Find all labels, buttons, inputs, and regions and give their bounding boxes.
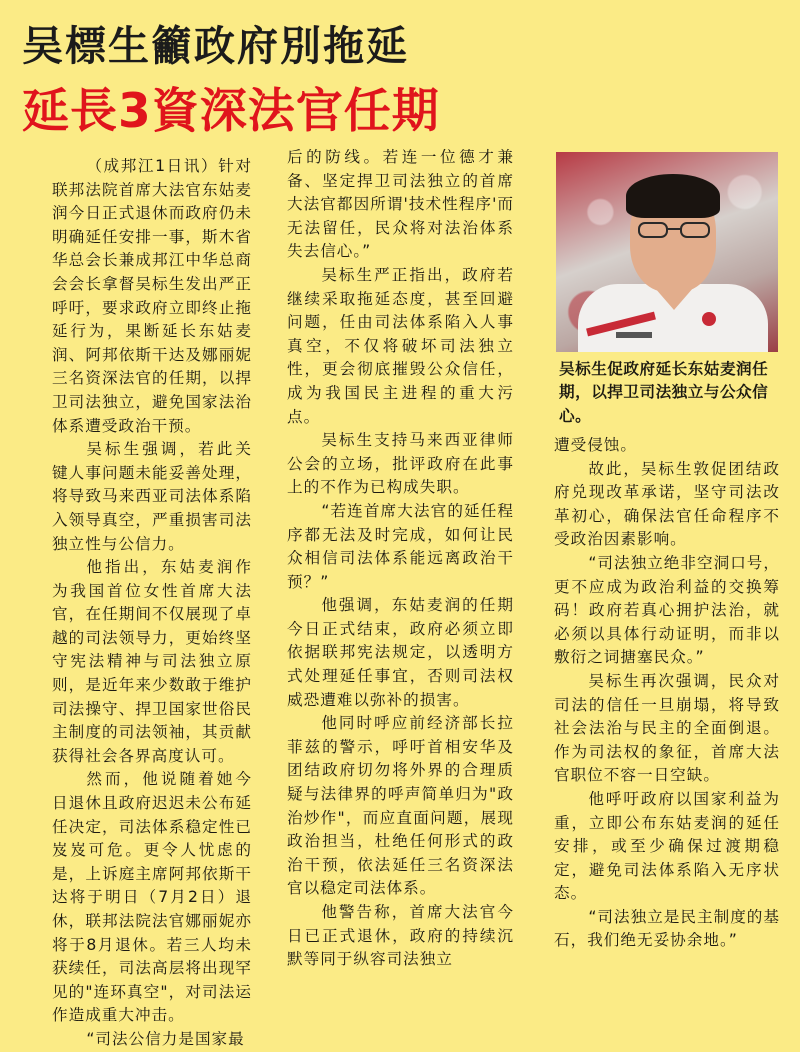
paragraph: “司法独立是民主制度的基石，我们绝无妥协余地。” — [554, 907, 780, 950]
paragraph: 吴标生再次强调，民众对司法的信任一旦崩塌，将导致社会法治与民主的全面倒退。作为司法权的象征，首席大法官职位不容一日空缺。 — [554, 671, 780, 785]
glasses-icon — [636, 220, 712, 240]
paragraph: “司法公信力是国家最 — [86, 1029, 245, 1048]
paragraph: “若连首席大法官的延任程序都无法及时完成，如何让民众相信司法体系能远离政治干预？” — [287, 501, 514, 591]
headline: 吴標生籲政府別拖延 — [22, 22, 409, 70]
paragraph: 吴标生支持马来西亚律师公会的立场，批评政府在此事上的不作为已构成失职。 — [287, 431, 514, 497]
paragraph: 他警告称，首席大法官今日已正式退休，政府的持续沉默等同于纵容司法独立 — [287, 903, 514, 969]
paragraph: 他指出，东姑麦润作为我国首位女性首席大法官，在任期间不仅展现了卓越的司法领导力，更始终坚守宪法精神与司法独立原则，是近年来少数敢于维护司法操守、捍卫国家世俗民主制度的司法领袖，其贡献获得社会各界高度认可。 — [52, 558, 252, 765]
article-column-2 — [287, 146, 514, 972]
article-column-1 — [52, 155, 252, 1052]
paragraph-continued: 后的防线。若连一位德才兼备、坚定捍卫司法独立的首席大法官都因所谓'技术性程序'而无法留任，民众将对法治体系失去信心。” — [287, 148, 514, 261]
paragraph: 吴标生强调，若此关键人事问题未能妥善处理，将导致马来西亚司法体系陷入领导真空，严重损害司法独立性与公信力。 — [52, 440, 252, 553]
paragraph: 故此，吴标生敦促团结政府兑现改革承诺，坚守司法改革初心，确保法官任命程序不受政治因素影响。 — [554, 459, 780, 549]
paragraph: 他强调，东姑麦润的任期今日正式结束，政府必须立即依据联邦宪法规定，以透明方式处理延任事宜，否则司法权威恐遭难以弥补的损害。 — [287, 596, 514, 709]
paragraph: “司法独立绝非空洞口号，更不应成为政治利益的交换筹码！政府若真心拥护法治，就必须以具体行动证明，而非以敷衍之词搪塞民众。” — [554, 553, 780, 667]
paragraph-continued: 遭受侵蚀。 — [554, 436, 637, 454]
subheadline: 延長3資深法官任期 — [22, 84, 440, 139]
paragraph: 他呼吁政府以国家利益为重，立即公布东姑麦润的延任安排，或至少确保过渡期稳定，避免司法体系陷入无序状态。 — [554, 789, 780, 903]
paragraph: 他同时呼应前经济部长拉菲兹的警示，呼吁首相安华及团结政府切勿将外界的合理质疑与法律界的呼声简单归为"政治炒作"，而应直面问题，展现政治担当，杜绝任何形式的政治干预，依法延任三名资深法官以稳定司法体系。 — [287, 714, 514, 898]
article-column-3 — [554, 434, 780, 953]
paragraph: 然而，他说随着她今日退休且政府迟迟未公布延任决定，司法体系稳定性已岌岌可危。更令人忧虑的是，上诉庭主席阿邦依斯干达将于明日（7月2日）退休，联邦法院法官娜丽妮亦将于8月退休。若三人均未获续任，司法高层将出现罕见的"连环真空"，对司法运作造成重大冲击。 — [52, 770, 252, 1025]
photo-caption: 吴标生促政府延长东姑麦润任期，以捍卫司法独立与公众信心。 — [559, 360, 769, 425]
paragraph: （成邦江1日讯）针对联邦法院首席大法官东姑麦润今日正式退休而政府仍未明确延任安排一事，斯木省华总会长兼成邦江中华总商会会长拿督吴标生发出严正呼吁，要求政府立即终止拖延行为，果断延长东姑麦润、阿邦依斯干达及娜丽妮三名资深法官的任期，以捍卫司法独立，避免国家法治体系遭受政治干预。 — [52, 157, 252, 435]
paragraph: 吴标生严正指出，政府若继续采取拖延态度，甚至回避问题，任由司法体系陷入人事真空，不仅将破坏司法独立性，更会彻底摧毁公众信任，成为我国民主进程的重大污点。 — [287, 265, 514, 426]
portrait-photo — [556, 152, 778, 352]
